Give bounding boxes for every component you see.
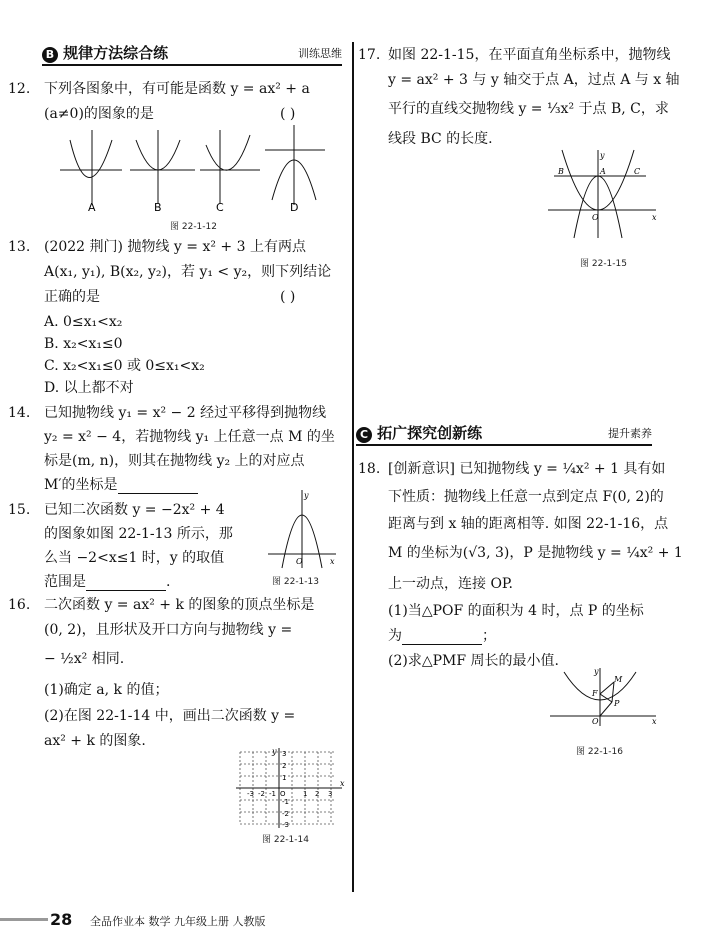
q13-option-b: B. x₂<x₁≤0 <box>44 336 123 352</box>
q16-x-label: x <box>340 779 345 788</box>
q18-line7-text: 为 <box>388 628 402 644</box>
q12-number: 12. <box>8 81 31 97</box>
q18-answer-blank[interactable] <box>402 628 482 645</box>
q16-y-tick: 1 <box>282 774 287 782</box>
q14-answer-blank[interactable] <box>118 477 198 494</box>
q18-line8: (2)求△PMF 周长的最小值. <box>388 653 559 669</box>
q16-line5: (2)在图 22-1-14 中，画出二次函数 y = <box>44 708 296 724</box>
section-title: 规律方法综合练 <box>63 44 169 62</box>
q15-answer-blank[interactable] <box>86 574 166 591</box>
q18-label-o: O <box>592 717 599 726</box>
q15-line1: 已知二次函数 y = −2x² + 4 <box>44 502 225 518</box>
q12-option-d: D <box>290 201 299 214</box>
q17-label-c: C <box>634 167 641 176</box>
q18-label-f: F <box>592 689 598 698</box>
q13-option-d: D. 以上都不对 <box>44 380 134 396</box>
q17-line2: y = ax² + 3 与 y 轴交于点 A，过点 A 与 x 轴 <box>388 72 680 88</box>
q16-x-tick: -2 <box>258 790 265 798</box>
q16-x-tick: 3 <box>328 790 333 798</box>
q14-number: 14. <box>8 405 31 421</box>
q15-number: 15. <box>8 502 31 518</box>
q12-line1: 下列各图象中，有可能是函数 y = ax² + a <box>44 81 310 97</box>
q16-line4: (1)确定 a, k 的值； <box>44 682 169 698</box>
section-title: 拓广探究创新练 <box>377 424 483 442</box>
q12-option-a: A <box>88 201 96 214</box>
q18-line7 <box>388 623 496 649</box>
q12-answer-paren: ( ) <box>280 106 296 122</box>
q18-line4: M 的坐标为(√3, 3)，P 是抛物线 y = ¼x² + 1 <box>388 545 683 561</box>
q17-label-b: B <box>558 167 564 176</box>
q15-line2: 的图象如图 22-1-13 所示，那 <box>44 526 233 542</box>
q15-graph <box>268 490 338 570</box>
section-b-badge: B <box>42 47 58 63</box>
q16-x-tick: 2 <box>315 790 320 798</box>
q15-caption: 图 22-1-13 <box>272 577 319 587</box>
q18-line1: [创新意识] 已知抛物线 y = ¼x² + 1 具有如 <box>388 461 666 477</box>
q18-graph <box>550 668 660 728</box>
section-subtitle: 训练思维 <box>298 47 342 60</box>
q17-y-label: y <box>600 151 605 160</box>
q17-line4: 线段 BC 的长度. <box>388 131 493 147</box>
q16-x-tick: 1 <box>303 790 308 798</box>
q18-line7-end: ； <box>482 628 496 644</box>
q13-number: 13. <box>8 239 31 255</box>
q17-label-o: O <box>592 213 599 222</box>
q16-line6: ax² + k 的图象. <box>44 733 146 749</box>
q13-line1: (2022 荆门) 抛物线 y = x² + 3 上有两点 <box>44 239 306 255</box>
q13-option-a: A. 0≤x₁<x₂ <box>44 314 123 330</box>
section-subtitle: 提升素养 <box>608 427 652 440</box>
q18-line2: 下性质：抛物线上任意一点到定点 F(0, 2)的 <box>388 489 664 505</box>
right-section-header <box>356 422 652 446</box>
q12-caption: 图 22-1-12 <box>170 222 217 232</box>
q16-line3: − ½x² 相同. <box>44 651 125 667</box>
q16-y-tick: -2 <box>282 810 289 818</box>
q18-x-label: x <box>652 717 657 726</box>
q18-line5: 上一动点，连接 OP. <box>388 576 513 592</box>
q16-y-tick: -3 <box>282 821 289 829</box>
footer-text: 全品作业本 数学 九年级上册 人教版 <box>90 915 266 928</box>
q18-line3: 距离与到 x 轴的距离相等. 如图 22-1-16，点 <box>388 516 669 532</box>
q18-y-label: y <box>594 667 599 676</box>
q12-option-b: B <box>154 201 162 214</box>
q17-graph <box>548 150 658 240</box>
column-divider <box>352 42 354 892</box>
q16-caption: 图 22-1-14 <box>262 835 309 845</box>
q18-caption: 图 22-1-16 <box>576 747 623 757</box>
q14-line2: y₂ = x² − 4，若抛物线 y₁ 上任意一点 M 的坐 <box>44 429 335 445</box>
q17-number: 17. <box>358 47 381 63</box>
q15-line4-text: 范围是 <box>44 574 86 590</box>
q12-line2: (a≠0)的图象的是 <box>44 106 154 122</box>
q13-line3: 正确的是 <box>44 289 100 305</box>
q17-label-a: A <box>600 167 606 176</box>
q18-label-m: M <box>614 675 623 684</box>
q17-line3: 平行的直线交抛物线 y = ⅓x² 于点 B, C，求 <box>388 101 669 117</box>
q16-line2: (0, 2)，且形状及开口方向与抛物线 y = <box>44 622 293 638</box>
q16-line1: 二次函数 y = ax² + k 的图象的顶点坐标是 <box>44 597 315 613</box>
left-section-header <box>42 42 342 66</box>
page-number: 28 <box>50 910 73 929</box>
q13-option-c: C. x₂<x₁≤0 或 0≤x₁<x₂ <box>44 358 205 374</box>
q15-y-label: y <box>304 491 309 500</box>
q14-line4 <box>44 472 198 498</box>
q16-x-tick: O <box>280 790 286 798</box>
section-c-badge: C <box>356 427 372 443</box>
q16-x-tick: -1 <box>269 790 276 798</box>
q14-line3: 标是(m, n)，则其在抛物线 y₂ 上的对应点 <box>44 453 305 469</box>
q17-line1: 如图 22-1-15，在平面直角坐标系中，抛物线 <box>388 47 671 63</box>
q18-label-p: P <box>614 699 620 708</box>
q16-y-tick: 3 <box>282 750 287 758</box>
q16-x-tick: -3 <box>247 790 254 798</box>
q16-number: 16. <box>8 597 31 613</box>
q13-line2: A(x₁, y₁), B(x₂, y₂)，若 y₁ < y₂，则下列结论 <box>44 264 332 280</box>
q14-line1: 已知抛物线 y₁ = x² − 2 经过平移得到抛物线 <box>44 405 327 421</box>
q13-answer-paren: ( ) <box>280 289 296 305</box>
q14-line4-text: M′的坐标是 <box>44 477 118 493</box>
q16-y-tick: -1 <box>282 798 289 806</box>
footer <box>0 908 720 928</box>
q15-line4: 范围是 . <box>44 574 171 590</box>
q18-line6: (1)当△POF 的面积为 4 时，点 P 的坐标 <box>388 603 644 619</box>
q17-caption: 图 22-1-15 <box>580 259 627 269</box>
q16-grid <box>236 748 346 828</box>
q15-line3: 么当 −2<x≤1 时，y 的取值 <box>44 550 225 566</box>
q16-y-label: y <box>272 747 277 756</box>
q15-origin-label: O <box>296 557 303 566</box>
q17-x-label: x <box>652 213 657 222</box>
q16-y-tick: 2 <box>282 762 287 770</box>
q12-option-c: C <box>216 201 224 214</box>
q18-number: 18. <box>358 461 381 477</box>
q12-figures <box>60 125 340 215</box>
q15-x-label: x <box>330 557 335 566</box>
